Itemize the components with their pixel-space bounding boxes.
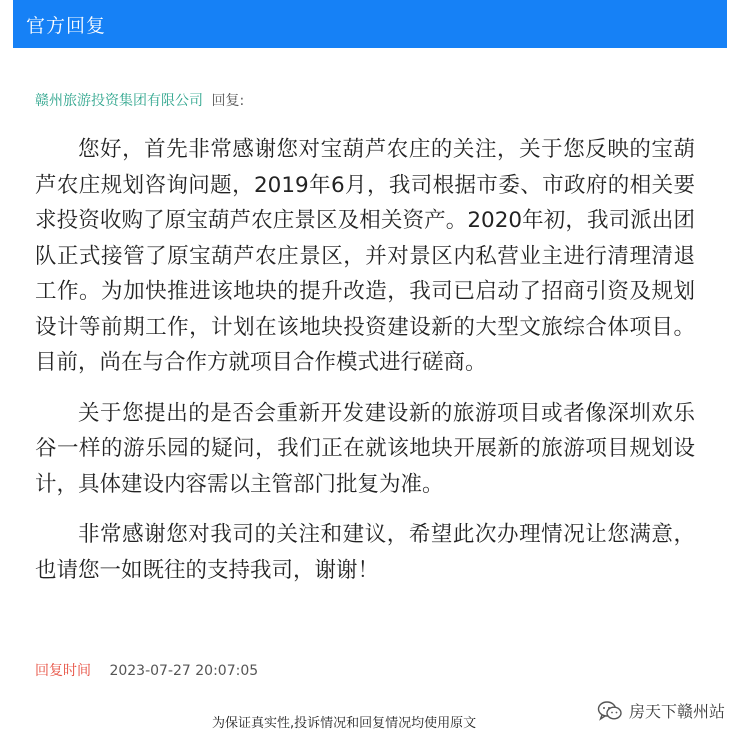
header-bar <box>13 0 727 48</box>
reply-content <box>35 132 695 603</box>
reply-time-label: 回复时间 <box>35 663 91 679</box>
company-link[interactable]: 赣州旅游投资集团有限公司 <box>35 93 203 109</box>
wechat-icon <box>597 700 623 722</box>
header-title: 官方回复 <box>26 14 107 37</box>
reply-time-value: 2023-07-27 20:07:05 <box>109 663 259 679</box>
reply-paragraph-2: 关于您提出的是否会重新开发建设新的旅游项目或者像深圳欢乐谷一样的游乐园的疑问，我们正在就该地块开展新的旅游项目规划设计，具体建设内容需以主管部门批复为准。 <box>35 400 695 497</box>
reply-paragraph-3: 非常感谢您对我司的关注和建议，希望此次办理情况让您满意，也请您一如既往的支持我司，谢谢！ <box>35 522 695 583</box>
footer-note: 为保证真实性,投诉情况和回复情况均使用原文 <box>212 716 477 731</box>
reply-suffix: 回复: <box>211 93 245 109</box>
watermark-text: 房天下赣州站 <box>628 702 725 721</box>
reply-from-line <box>35 90 244 110</box>
watermark <box>597 699 725 722</box>
reply-paragraph-1: 您好，首先非常感谢您对宝葫芦农庄的关注，关于您反映的宝葫芦农庄规划咨询问题，2019年6月，我司根据市委、市政府的相关要求投资收购了原宝葫芦农庄景区及相关资产。2020年初，我司派出团队正式接管了原宝葫芦农庄景区，并对景区内私营业主进行清理清退工作。为加快推进该地块的提升改造，我司已启动了招商引资及规划设计等前期工作，计划在该地块投资建设新的大型文旅综合体项目。目前，尚在与合作方就项目合作模式进行磋商。 <box>35 137 695 375</box>
reply-time <box>35 660 258 680</box>
